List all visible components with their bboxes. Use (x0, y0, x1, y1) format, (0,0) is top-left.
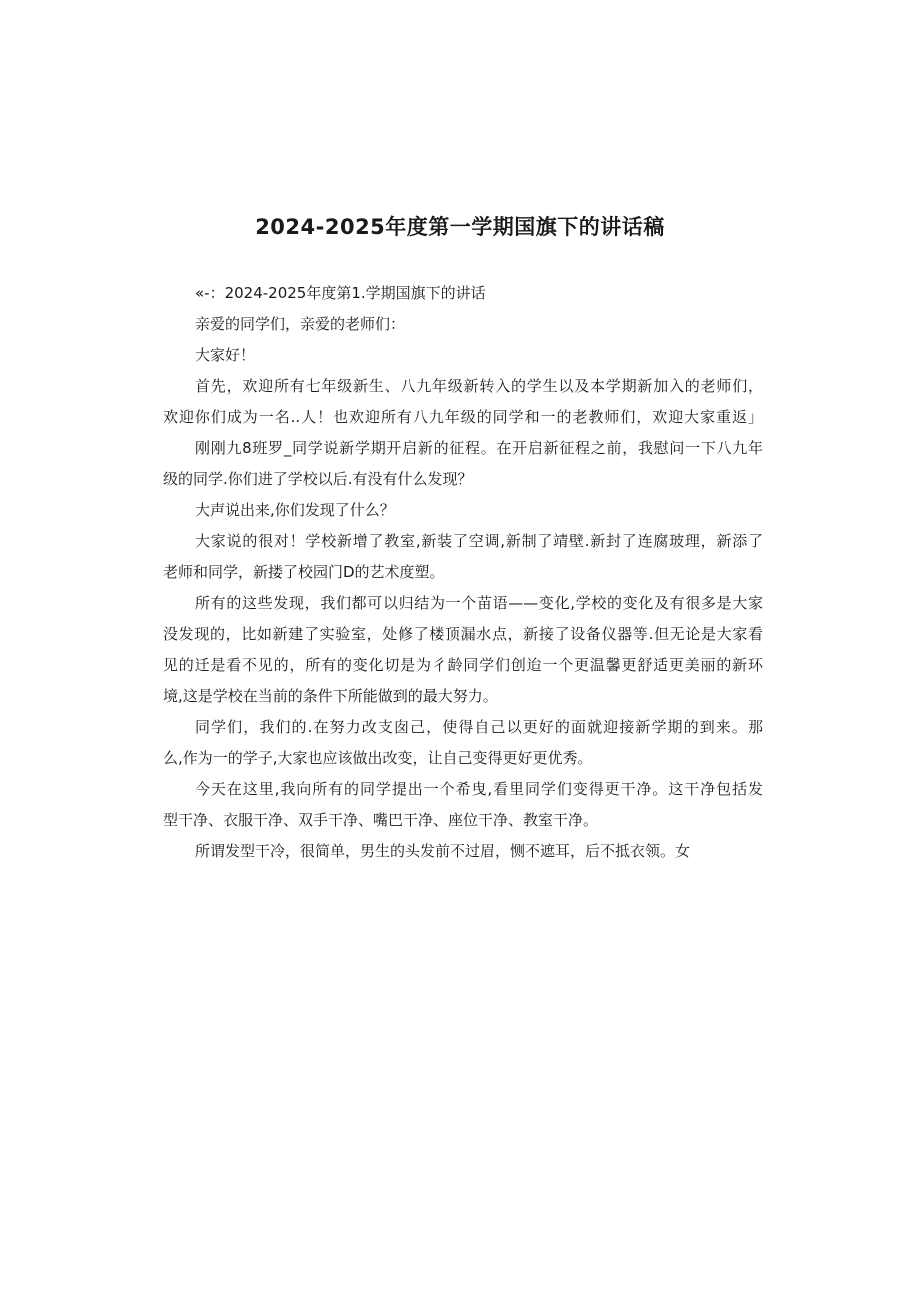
paragraph-line: 么,作为一的学子,大家也应该做出改变，让自己变得更好更优秀。 (163, 749, 593, 767)
paragraph-line: 首先，欢迎所有七年级新生、八九年级新转入的学生以及本学期新加入的老师们， (195, 377, 763, 395)
greeting-line: 大家好！ (195, 346, 256, 364)
document-title: 2024-2025年度第一学期国旗下的讲话稿 (255, 215, 665, 239)
paragraph-line: 大家说的很对！学校新增了教室,新装了空调,新制了靖壁.新封了连腐玻理，新添了 (195, 532, 763, 550)
paragraph-line: 见的迁是看不见的，所有的变化切是为彳龄同学们创迨一个更温馨更舒适更美丽的新环 (163, 656, 763, 674)
paragraph-line: 同学们，我们的.在努力改支囱己，使得自己以更好的面就迎接新学期的到来。那 (195, 718, 763, 736)
paragraph-line: 今天在这里,我向所有的同学提出一个希曳,看里同学们变得更干净。这干净包括发 (195, 780, 763, 798)
document-body (163, 278, 763, 867)
paragraph-line: 所有的这些发现，我们都可以归结为一个苗语——变化,学校的变化及有很多是大家 (195, 594, 763, 612)
paragraph-line: 刚刚九8班罗_同学说新学期开启新的征程。在开启新征程之前，我慰问一下八九年 (195, 439, 763, 457)
salutation-line: 亲爱的同学们，亲爱的老师们： (195, 315, 406, 333)
paragraph-line: 型干净、衣服干净、双手干净、嘴巴干净、座位干净、教室干净。 (163, 811, 599, 829)
paragraph-line: 大声说出来,你们发现了什么？ (195, 501, 395, 519)
subtitle-line: «-：2024-2025年度第1.学期国旗下的讲话 (195, 284, 486, 302)
paragraph-line: 所谓发型干冷，很简单，男生的头发前不过眉，恻不遮耳，后不抵衣领。女 (195, 842, 691, 860)
paragraph-line: 级的同学.你们进了学校以后.有没有什么发现？ (163, 470, 473, 488)
paragraph-line: 欢迎你们成为一名..人！也欢迎所有八九年级的同学和一的老教师们，欢迎大家重返」 (163, 408, 763, 426)
paragraph-line: 境,这是学校在当前的条件下所能做到的最大努力。 (163, 687, 498, 705)
paragraph-line: 没发现的，比如新建了实验室，处修了楼顶漏水点，新接了设备仪器等.但无论是大家看 (163, 625, 763, 643)
paragraph-line: 老师和同学，新搂了校园门D的艺术度塑。 (163, 563, 445, 581)
